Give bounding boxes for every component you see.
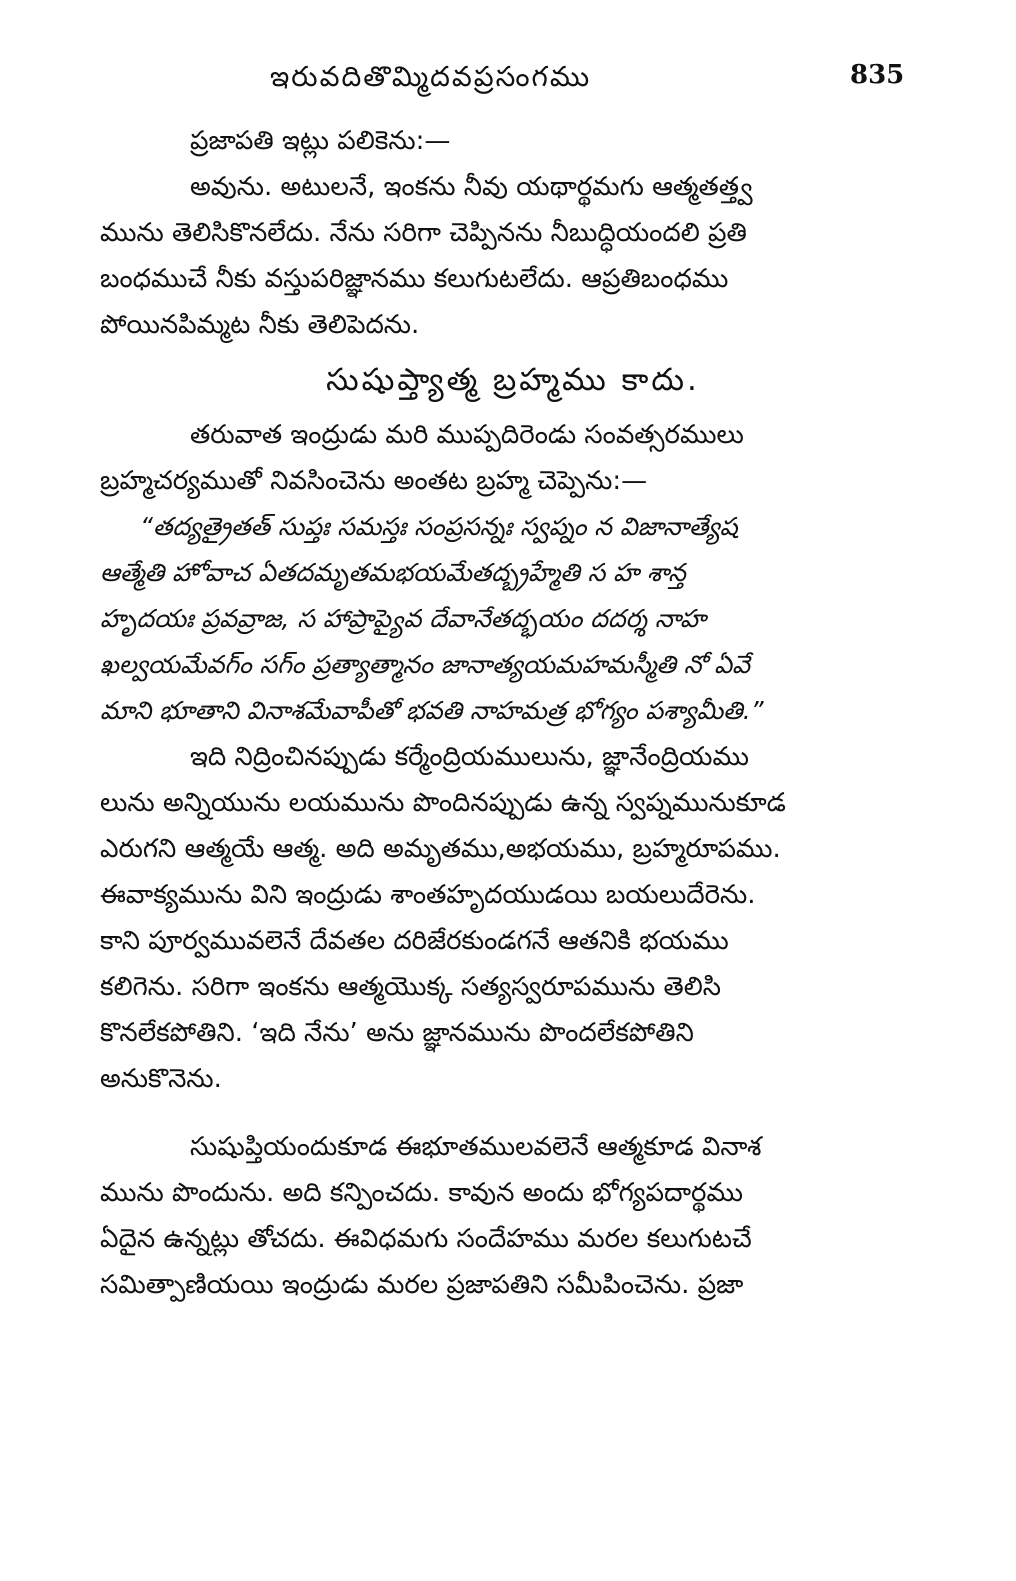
page-body [100, 118, 926, 1308]
paragraph-line: బంధముచే నీకు వస్తుపరిజ్ఞానము కలుగుటలేదు. ఆప్రతిబంధము [100, 264, 729, 294]
paragraph-line: సమిత్పాణియయి ఇంద్రుడు మరల ప్రజాపతిని సమీపించెను. ప్రజా [100, 1270, 744, 1300]
paragraph-line: లును అన్నియును లయమును పొందినప్పుడు ఉన్న స్వప్నమునుకూడ [100, 788, 786, 818]
paragraph-line: తరువాత ఇంద్రుడు మరి ముప్పదిరెండు సంవత్సరములు [190, 420, 744, 450]
page-number: 835 [850, 60, 905, 90]
verse-line: ఖల్వయమేవగ్ం సగ్ం ప్రత్యాత్మానం జానాత్యయమహమస్మీతి నో ఏవే [100, 650, 750, 679]
verse-line: “తద్యత్రైతత్ సుప్తః సమస్తః సంప్రసన్నః స్వప్నం న విజానాత్యేష [140, 512, 738, 541]
paragraph-line: ప్రజాపతి ఇట్లు పలికెను:— [190, 126, 451, 156]
paragraph-line: కలిగెను. సరిగా ఇంకను ఆత్మయొక్క సత్యస్వరూపమును తెలిసి [100, 972, 722, 1002]
paragraph-line: అనుకొనెను. [100, 1064, 222, 1094]
paragraph-line: ఈవాక్యమును విని ఇంద్రుడు శాంతహృదయుడయి బయలుదేరెను. [100, 880, 756, 910]
paragraph-line: ఇది నిద్రించినప్పుడు కర్మేంద్రియములును, జ్ఞానేంద్రియము [190, 742, 749, 772]
paragraph-line: ఏదైన ఉన్నట్లు తోచదు. ఈవిధమగు సందేహము మరల కలుగుటచే [100, 1224, 752, 1254]
paragraph-line: మును పొందును. అది కన్పించదు. కావున అందు భోగ్యపదార్థము [100, 1178, 743, 1208]
running-header [0, 60, 1016, 100]
section-heading: సుషుప్త్యాత్మ బ్రహ్మము కాదు. [326, 362, 700, 398]
verse-line: మాని భూతాని వినాశమేవాపీతో భవతి నాహమత్ర భోగ్యం పశ్యామీతి.” [100, 696, 764, 725]
paragraph-gap [100, 1102, 926, 1124]
paragraph-line: కొనలేకపోతిని. ‘ఇది నేను’ అను జ్ఞానమును పొందలేకపోతిని [100, 1018, 694, 1048]
paragraph-line: సుషుప్తియందుకూడ ఈభూతములవలెనే ఆత్మకూడ వినాశ [190, 1132, 762, 1162]
chapter-title: ఇరువదితొమ్మిదవప్రసంగము [270, 60, 592, 93]
paragraph-line: పోయినపిమ్మట నీకు తెలిపెదను. [100, 310, 420, 340]
paragraph-line: కాని పూర్వమువలెనే దేవతల దరిజేరకుండగనే ఆతనికి భయము [100, 926, 729, 956]
paragraph-line: ఎరుగని ఆత్మయే ఆత్మ. అది అమృతము,అభయము, బ్రహ్మరూపము. [100, 834, 781, 864]
verse-line: హృదయః ప్రవవ్రాజ, స హాప్రాప్యైవ దేవానేతద్భయం దదర్శ నాహ [100, 604, 706, 633]
verse-line: ఆత్మేతి హోవాచ ఏతదమృతమభయమేతద్బ్రహ్మేతి స హ శాన్త [100, 558, 686, 587]
paragraph-line: మును తెలిసికొనలేదు. నేను సరిగా చెప్పినను నీబుద్ధియందలి ప్రతి [100, 218, 747, 248]
paragraph-line: బ్రహ్మచర్యముతో నివసించెను అంతట బ్రహ్మ చెప్పెను:— [100, 466, 648, 496]
paragraph-line: అవును. అటులనే, ఇంకను నీవు యథార్థమగు ఆత్మతత్త్వ [190, 172, 753, 202]
